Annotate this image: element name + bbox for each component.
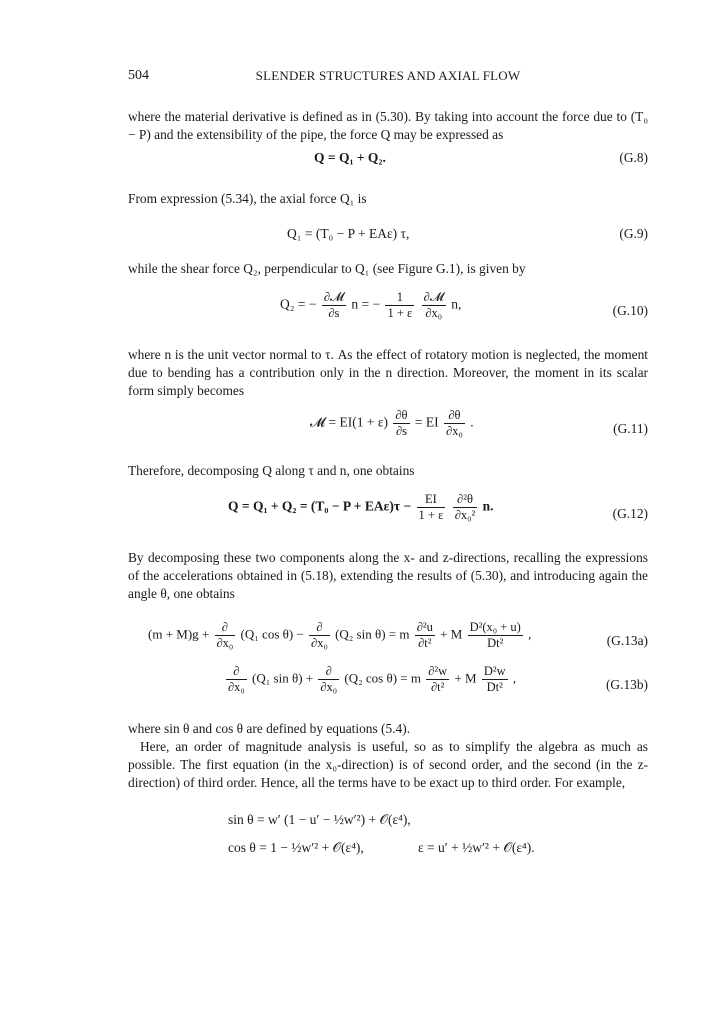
paragraph-6: By decomposing these two components along the x- and z-directions, recalling the expressions of the accelerations obtained in (5.18), extending the results of (5.30), and introducing again the angle θ, one obtains — [128, 550, 648, 601]
g12-frac-1: $\frac{EI}{1 + \varepsilon}$ — [418, 492, 444, 522]
g11-mid: = EI — [414, 414, 439, 430]
paragraph-2: From expression (5.34), the axial force Q₁ is — [128, 191, 367, 206]
equation-g13b — [128, 664, 648, 704]
equation-g9-body: Q₁ = (T₀ − P + EAε) τ, — [287, 226, 410, 241]
g11-lhs: 𝓜 = EI(1 + ε) — [310, 414, 388, 430]
g13a-frac-4: $\frac{\text{D²(x₀ + u)}}{\text{Dt²}}$ — [469, 620, 521, 650]
g10-tail: n, — [451, 296, 462, 312]
equation-g9-label: (G.9) — [619, 226, 648, 241]
equation-g10-body — [280, 290, 461, 321]
paragraph-4: where n is the unit vector normal to τ. As the effect of rotatory motion is neglected, the moment due to bending has a contribution only in the n direction. Moreover, the moment in its scalar form simply becomes — [128, 347, 648, 398]
g13b-mid-1: (Q₁ sin θ) + — [252, 670, 314, 686]
g10-frac-3: $\frac{\text{∂𝓜}}{\text{∂x₀}}$ — [423, 290, 444, 320]
equation-g12-body — [228, 492, 494, 523]
expansion-cos-eps — [128, 840, 648, 860]
page-number: 504 — [128, 68, 149, 83]
g12-lhs: Q = Q₁ + Q₂ = (T₀ − P + EAε)τ − — [228, 498, 412, 514]
equation-g11-body — [310, 408, 474, 439]
g13a-tail: , — [528, 626, 532, 642]
g13a-frac-2: $\frac{\partial}{\text{∂x₀}}$ — [311, 620, 328, 650]
g11-frac-1: $\frac{\partial\theta}{\partial s}$ — [395, 408, 408, 438]
g13b-mid-2: (Q₂ cos θ) = m — [344, 670, 421, 686]
equation-g12 — [128, 492, 648, 536]
equation-g13a-label: (G.13a) — [606, 633, 648, 648]
equation-g8-body: Q = Q₁ + Q₂. — [314, 150, 386, 165]
g13a-mid-2: (Q₂ sin θ) = m — [335, 626, 410, 642]
expansion-sin — [128, 812, 648, 832]
g13b-mid-3: + M — [454, 670, 477, 686]
g12-frac-2: $\frac{\text{∂²θ}}{\text{∂x₀²}}$ — [454, 492, 476, 522]
paragraph-3: while the shear force Q₂, perpendicular to Q₁ (see Figure G.1), is given by — [128, 261, 526, 276]
g13b-frac-2: $\frac{\partial}{\text{∂x₀}}$ — [320, 664, 338, 694]
equation-g13b-label: (G.13b) — [605, 677, 648, 692]
page-header — [128, 68, 648, 88]
expansion-sin-body: sin θ = w′ (1 − u′ − ½w′²) + 𝒪(ε⁴), — [228, 812, 411, 827]
g13b-frac-4: $\frac{\text{D²w}}{\text{Dt²}}$ — [483, 664, 506, 694]
equation-g10-label: (G.10) — [612, 303, 648, 318]
equation-g8 — [128, 150, 648, 170]
equation-g11-label: (G.11) — [613, 421, 648, 436]
g11-frac-2: $\frac{\partial\theta}{\text{∂x₀}}$ — [446, 408, 463, 438]
g10-frac-1: $\frac{\text{∂𝓜}}{\partial s}$ — [323, 290, 344, 320]
g13b-frac-3: $\frac{\text{∂²w}}{\text{∂t²}}$ — [428, 664, 448, 694]
paragraph-7: where sin θ and cos θ are defined by equations (5.4). — [128, 721, 411, 736]
g10-frac-2: $\frac{1}{1 + \varepsilon}$ — [387, 290, 413, 320]
equation-g11 — [128, 408, 648, 448]
g10-mid: n = − — [351, 296, 381, 312]
g10-lhs: Q₂ = − — [280, 296, 317, 312]
paragraph-8: Here, an order of magnitude analysis is useful, so as to simplify the algebra as much as possible. The first equation (in the x₀-direction) is of second order, and the second (in the z-direction) of third order. Hence, all the terms have to be exact up to third order. For example, — [128, 739, 648, 790]
equation-g13a-body — [148, 620, 531, 651]
equation-g13a — [128, 620, 648, 660]
equation-g13b-body — [224, 664, 516, 695]
expansion-cos-body: cos θ = 1 − ½w′² + 𝒪(ε⁴), — [228, 840, 364, 855]
g13a-frac-3: $\frac{\text{∂²u}}{\text{∂t²}}$ — [416, 620, 433, 650]
g13b-tail: , — [512, 670, 517, 686]
g12-tail: n. — [482, 498, 494, 514]
expansion-eps-body: ε = u′ + ½w′² + 𝒪(ε⁴). — [418, 840, 535, 855]
g13a-mid-1: (Q₁ cos θ) − — [240, 626, 304, 642]
running-title: SLENDER STRUCTURES AND AXIAL FLOW — [255, 68, 521, 83]
g13a-lhs: (m + M)g + — [148, 626, 210, 642]
equation-g10 — [128, 290, 648, 330]
g13b-frac-1: $\frac{\partial}{\text{∂x₀}}$ — [228, 664, 245, 694]
g11-tail: . — [470, 414, 474, 430]
equation-g12-label: (G.12) — [612, 506, 648, 521]
equation-g9 — [128, 226, 648, 246]
g13a-frac-1: $\frac{\partial}{\text{∂x₀}}$ — [216, 620, 234, 650]
equation-g8-label: (G.8) — [619, 150, 648, 165]
g13a-mid-3: + M — [440, 626, 463, 642]
paragraph-5: Therefore, decomposing Q along τ and n, one obtains — [128, 463, 415, 478]
paragraph-1: where the material derivative is defined as in (5.30). By taking into account the force due to (T₀ − P) and the extensibility of the pipe, the force Q may be expressed as — [128, 109, 648, 142]
